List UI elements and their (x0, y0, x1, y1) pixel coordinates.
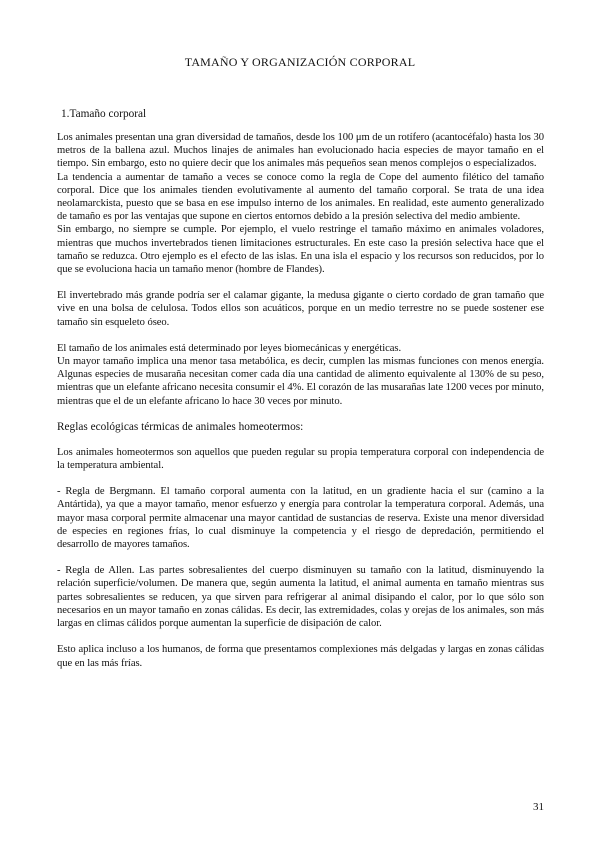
paragraph: La tendencia a aumentar de tamaño a veces se conoce como la regla de Cope del aumento filético del tamaño corporal. Dice que los animales tienden evolutivamente al aumento del tamaño corporal. Se trata de una idea neolamarckista, puesto que se basa en ese impulso interno de los animales. En realidad, este aumento generalizado de tamaño es por las ventajas que supone en ciertos entornos debido a la presión selectiva del medio ambiente. (57, 171, 544, 223)
section-heading: 1.Tamaño corporal (61, 108, 147, 120)
subsection-heading: Reglas ecológicas térmicas de animales homeotermos: (57, 420, 304, 433)
paragraph: Sin embargo, no siempre se cumple. Por ejemplo, el vuelo restringe el tamaño máximo en animales voladores, mientras que muchos invertebrados tienen limitaciones estructurales. En este caso la presión selectiva hace que el tamaño se reduzca. Otro ejemplo es el efecto de las islas. En una isla el espacio y los recursos son reducidos, por lo que se evoluciona hacia un tamaño menor (hombre de Flandes). (57, 224, 544, 276)
paragraph-allen: - Regla de Allen. Las partes sobresalientes del cuerpo disminuyen su tamaño con la latitud, disminuyendo la relación superficie/volumen. De manera que, según aumenta la latitud, el animal aumenta en tamaño mientras sus partes sobresalientes se reducen, ya que sirven para refrigerar al animal disipando el calor, por lo que sólo son necesarios en un mayor tamaño en zonas cálidas. Es decir, las extremidades, colas y orejas de los animales, son más largas en climas cálidos porque aumentan la superficie de disipación de calor. (57, 565, 544, 630)
paragraph: El tamaño de los animales está determinado por leyes biomecánicas y energéticas. (57, 342, 402, 354)
paragraph: Los animales presentan una gran diversidad de tamaños, desde los 100 μm de un rotífero (acantocéfalo) hasta los 30 metros de la ballena azul. Muchos linajes de animales han evolucionado hacia especies de mayor tamaño en el tiempo. Sin embargo, esto no quiere decir que los animales más pequeños sean menos complejos o especializados. (57, 132, 544, 170)
paragraph: Esto aplica incluso a los humanos, de forma que presentamos complexiones más delgadas y largas en zonas cálidas que en las más frías. (57, 644, 544, 669)
paragraph: Un mayor tamaño implica una menor tasa metabólica, es decir, cumplen las mismas funciones con menos energía. Algunas especies de musaraña necesitan comer cada día una cantidad de alimento equivalente al 130% de su peso, mientras que un elefante africano necesita consumir el 4%. El corazón de las musarañas late 1200 veces por minuto, mientras que el de un elefante africano lo hace 30 veces por minuto. (57, 356, 544, 407)
paragraph: Los animales homeotermos son aquellos que pueden regular su propia temperatura corporal con independencia de la temperatura ambiental. (57, 446, 544, 472)
paragraph: El invertebrado más grande podría ser el calamar gigante, la medusa gigante o cierto cordado de gran tamaño que vive en una bolsa de celulosa. Todos ellos son acuáticos, porque en un medio terrestre no se puede sostener ese tamaño sin esqueleto óseo. (57, 290, 544, 328)
document-body (57, 108, 544, 670)
paragraph-bergmann: - Regla de Bergmann. El tamaño corporal aumenta con la latitud, en un gradiente hacia el sur (camino a la Antártida), ya que a mayor tamaño, menor esfuerzo y energía para controlar la temperatura corporal. Además, una mayor masa corporal permite almacenar una mayor cantidad de sustancias de reserva. Existe una menor diversidad de especies en regiones frías, lo cual disminuye la competencia y el riesgo de depredación, permitiendo el desarrollo de mayores tamaños. (57, 486, 544, 551)
page-title: TAMAÑO Y ORGANIZACIÓN CORPORAL (184, 55, 416, 69)
page-number: 31 (533, 801, 544, 813)
